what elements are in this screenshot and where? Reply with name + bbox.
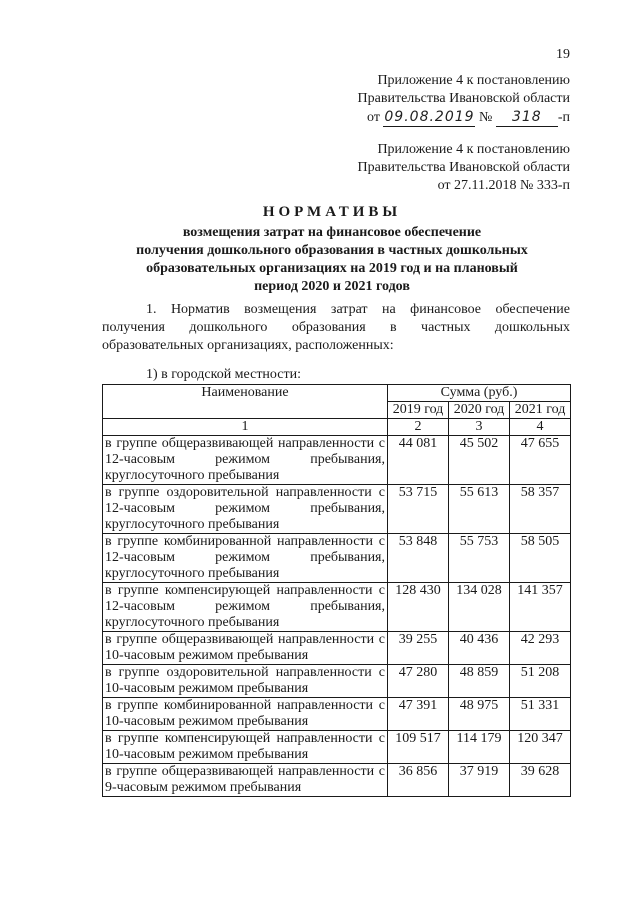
col-number: 4: [510, 419, 571, 436]
row-value-2020: 114 179: [449, 731, 510, 764]
row-value-2019: 39 255: [388, 632, 449, 665]
header-name: Наименование: [103, 385, 388, 419]
row-name: в группе комбинированной направленности с 10-часовым режимом пребывания: [103, 698, 388, 731]
row-name: в группе компенсирующей направленности с 12-часовым режимом пребывания, круглосуточного пребывания: [103, 583, 388, 632]
norms-table: [102, 384, 571, 797]
row-value-2021: 47 655: [510, 436, 571, 485]
row-value-2021: 141 357: [510, 583, 571, 632]
table-row: [103, 731, 571, 764]
title-line3: образовательных организациях на 2019 год и на плановый: [146, 261, 518, 276]
row-value-2021: 58 505: [510, 534, 571, 583]
row-value-2021: 51 331: [510, 698, 571, 731]
col-number: 1: [103, 419, 388, 436]
header-year-2019: 2019 год: [388, 402, 449, 419]
row-value-2021: 39 628: [510, 764, 571, 797]
page-number: 19: [556, 47, 570, 62]
title-line2: получения дошкольного образования в частных дошкольных: [136, 243, 528, 258]
row-value-2020: 55 753: [449, 534, 510, 583]
appendix-current-line1: Приложение 4 к постановлению: [377, 73, 570, 88]
title-line4: период 2020 и 2021 годов: [254, 279, 410, 294]
row-value-2019: 109 517: [388, 731, 449, 764]
appendix-previous-line2: Правительства Ивановской области: [357, 160, 570, 175]
row-name: в группе общеразвивающей направленности с 10-часовым режимом пребывания: [103, 632, 388, 665]
row-value-2021: 42 293: [510, 632, 571, 665]
row-value-2020: 45 502: [449, 436, 510, 485]
table-row: [103, 632, 571, 665]
row-value-2019: 47 280: [388, 665, 449, 698]
appendix-previous-line1: Приложение 4 к постановлению: [377, 142, 570, 157]
table-row: [103, 436, 571, 485]
document-title: [80, 203, 584, 296]
table-row: [103, 534, 571, 583]
col-number: 3: [449, 419, 510, 436]
subheading-urban: 1) в городской местности:: [146, 367, 301, 382]
appendix-current: [358, 72, 570, 127]
row-value-2020: 134 028: [449, 583, 510, 632]
row-value-2020: 40 436: [449, 632, 510, 665]
table-row: [103, 583, 571, 632]
appendix-current-line2: Правительства Ивановской области: [357, 91, 570, 106]
row-value-2019: 128 430: [388, 583, 449, 632]
header-year-2021: 2021 год: [510, 402, 571, 419]
row-value-2020: 48 975: [449, 698, 510, 731]
from-label: от: [367, 110, 380, 125]
row-name: в группе оздоровительной направленности с 12-часовым режимом пребывания, круглосуточного пребывания: [103, 485, 388, 534]
row-name: в группе компенсирующей направленности с 10-часовым режимом пребывания: [103, 731, 388, 764]
row-name: в группе общеразвивающей направленности с 12-часовым режимом пребывания, круглосуточного пребывания: [103, 436, 388, 485]
paragraph-1: [102, 301, 570, 355]
row-value-2021: 58 357: [510, 485, 571, 534]
row-value-2019: 47 391: [388, 698, 449, 731]
title-line1: возмещения затрат на финансовое обеспечение: [182, 225, 482, 240]
header-year-2020: 2020 год: [449, 402, 510, 419]
appendix-previous: [358, 141, 570, 195]
row-value-2019: 53 715: [388, 485, 449, 534]
row-name: в группе оздоровительной направленности с 10-часовым режимом пребывания: [103, 665, 388, 698]
row-value-2019: 36 856: [388, 764, 449, 797]
table-row: [103, 485, 571, 534]
number-suffix: -п: [557, 110, 570, 125]
row-value-2021: 51 208: [510, 665, 571, 698]
title-main: НОРМАТИВЫ: [262, 204, 402, 220]
row-name: в группе комбинированной направленности с 12-часовым режимом пребывания, круглосуточного пребывания: [103, 534, 388, 583]
header-sum: Сумма (руб.): [388, 385, 571, 402]
col-number: 2: [388, 419, 449, 436]
row-value-2020: 37 919: [449, 764, 510, 797]
row-value-2021: 120 347: [510, 731, 571, 764]
appendix-current-line3: [358, 108, 570, 127]
row-value-2019: 44 081: [388, 436, 449, 485]
table-row: [103, 764, 571, 797]
table-row: [103, 698, 571, 731]
row-name: в группе общеразвивающей направленности с 9-часовым режимом пребывания: [103, 764, 388, 797]
row-value-2020: 55 613: [449, 485, 510, 534]
number-label: №: [478, 110, 493, 125]
table-row: [103, 665, 571, 698]
row-value-2019: 53 848: [388, 534, 449, 583]
appendix-previous-line3: от 27.11.2018 № 333-п: [437, 178, 570, 193]
handwritten-number: 318: [496, 108, 558, 127]
row-value-2020: 48 859: [449, 665, 510, 698]
paragraph-1-text: 1. Норматив возмещения затрат на финансовое обеспечение получения дошкольного образования в частных дошкольных образовательных организациях, расположенных:: [102, 302, 570, 353]
handwritten-date: 09.08.2019: [384, 109, 475, 125]
